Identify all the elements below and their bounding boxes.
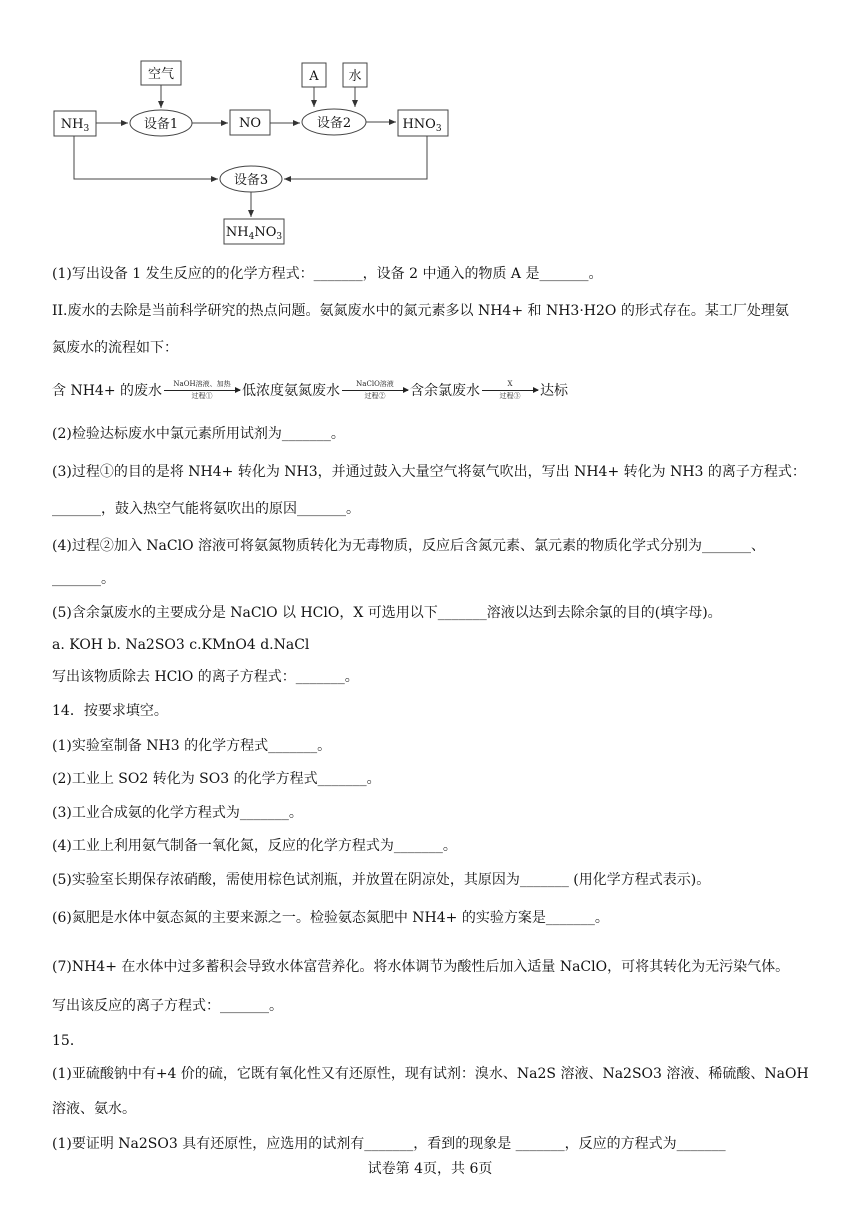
- question-2: (2)检验达标废水中氯元素所用试剂为_______。: [52, 426, 345, 442]
- device3-label: 设备3: [233, 173, 269, 188]
- question-3: (3)过程①的目的是将 NH4+ 转化为 NH3，并通过鼓入大量空气将氨气吹出，写出 NH4+ 转化为 NH3 的离子方程式：: [52, 464, 806, 480]
- flow-arrow-1: NaOH溶液、加热 过程①: [164, 380, 240, 401]
- device2-label: 设备2: [316, 116, 352, 131]
- problem-15-intro: (1)亚硫酸钠中有+4 价的硫，它既有氧化性又有还原性，现有试剂：溴水、Na2S 溶液、Na2SO3 溶液、稀硫酸、NaOH: [52, 1066, 809, 1082]
- problem-14-item-1: (1)实验室制备 NH3 的化学方程式_______。: [52, 738, 332, 754]
- problem-15-item-1: (1)要证明 Na2SO3 具有还原性，应选用的试剂有_______，看到的现象是 _______，反应的方程式为_______: [52, 1136, 726, 1152]
- flow-end: 达标: [540, 383, 568, 399]
- problem-14-item-5: (5)实验室长期保存浓硝酸，需使用棕色试剂瓶，并放置在阴凉处，其原因为_______ (用化学方程式表示)。: [52, 872, 711, 888]
- section-2-intro: II.废水的去除是当前科学研究的热点问题。氨氮废水中的氮元素多以 NH4+ 和 NH3·H2O 的形式存在。某工厂处理氨: [52, 303, 789, 319]
- problem-14-item-4: (4)工业上利用氨气制备一氧化氮，反应的化学方程式为_______。: [52, 838, 457, 854]
- page-footer: 试卷第 4页，共 6页: [367, 1161, 493, 1177]
- question-1: (1)写出设备 1 发生反应的的化学方程式：_______，设备 2 中通入的物质 A 是_______。: [52, 266, 603, 282]
- device1-label: 设备1: [143, 117, 179, 132]
- treatment-flow: [52, 372, 568, 408]
- problem-14-item-3: (3)工业合成氨的化学方程式为_______。: [52, 805, 303, 821]
- problem-14-item-2: (2)工业上 SO2 转化为 SO3 的化学方程式_______。: [52, 771, 381, 787]
- hno3-label: $HNO_3$: [402, 117, 442, 134]
- problem-14-item-6: (6)氮肥是水体中氨态氮的主要来源之一。检验氨态氮肥中 NH4+ 的实验方案是_______。: [52, 910, 609, 926]
- flow-arrow-2: NaClO溶液 过程②: [342, 380, 408, 401]
- problem-15-intro-cont: 溶液、氨水。: [52, 1101, 136, 1117]
- problem-14-item-7: (7)NH4+ 在水体中过多蓄积会导致水体富营养化。将水体调节为酸性后加入适量 NaClO，可将其转化为无污染气体。: [52, 959, 790, 975]
- nh4no3-label: $NH_4NO_3$: [225, 225, 283, 242]
- question-3-cont: _______，鼓入热空气能将氨吹出的原因_______。: [52, 501, 360, 517]
- nh3-label: $NH_3$: [60, 117, 90, 134]
- flow-start: 含 NH4+ 的废水: [52, 383, 162, 399]
- question-5-cont: 写出该物质除去 HClO 的离子方程式：_______。: [52, 669, 359, 685]
- question-4-cont: _______。: [52, 571, 115, 587]
- process-diagram: [0, 0, 860, 250]
- problem-14-item-7-cont: 写出该反应的离子方程式：_______。: [52, 998, 283, 1014]
- question-4: (4)过程②加入 NaClO 溶液可将氨氮物质转化为无毒物质，反应后含氮元素、氯元素的物质化学式分别为_______、: [52, 538, 765, 554]
- flow-arrow-3: X 过程③: [482, 380, 538, 401]
- flow-mid-2: 含余氯废水: [410, 383, 480, 399]
- question-5-options: a. KOH b. Na2SO3 c.KMnO4 d.NaCl: [52, 637, 310, 653]
- a-label: A: [309, 69, 319, 84]
- no-label: NO: [238, 116, 262, 131]
- problem-15-heading: 15．: [52, 1033, 84, 1049]
- air-label: 空气: [147, 67, 175, 82]
- water-label: 水: [348, 69, 362, 84]
- question-5: (5)含余氯废水的主要成分是 NaClO 以 HClO，X 可选用以下_______溶液以达到去除余氯的目的(填字母)。: [52, 605, 722, 621]
- flow-mid-1: 低浓度氨氮废水: [242, 383, 340, 399]
- section-2-intro-cont: 氮废水的流程如下：: [52, 340, 178, 356]
- problem-14-heading: 14．按要求填空。: [52, 703, 168, 719]
